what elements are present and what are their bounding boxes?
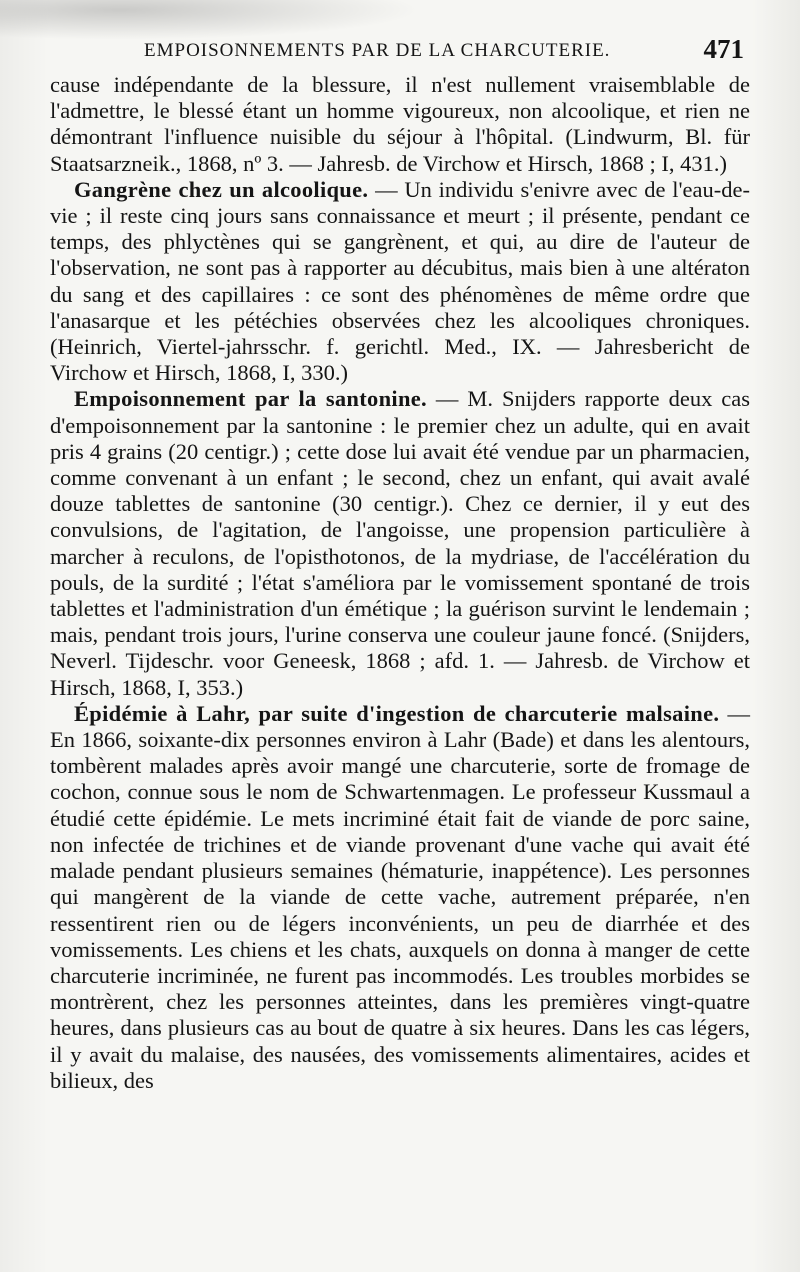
running-title: EMPOISONNEMENTS PAR DE LA CHARCUTERIE.	[144, 40, 611, 61]
section-heading: Gangrène chez un alcoolique.	[74, 176, 369, 202]
page-number: 471	[703, 34, 744, 64]
paragraph-gangrene	[50, 177, 750, 387]
section-heading: Empoisonnement par la santonine.	[74, 386, 427, 412]
paragraph-text: — Un individu s'enivre avec de l'eau-de-vie ; il reste cinq jours sans connaissance et meurt ; il présente, pendant ce temps, des phlyctènes qui se gangrènent, et qui, au dire de l'auteur de l'observation, ne sont pas à rapporter au décubitus, mais bien à une altératon du sang et des capillaires : ce sont des phénomènes de même ordre que l'anasarque et les pétéchies observées chez les alcooliques chroniques. (Heinrich, Viertel-jahrsschr. f. gerichtl. Med., IX. — Jahresbericht de Virchow et Hirsch, 1868, I, 330.)	[50, 176, 750, 386]
paragraph-santonine	[50, 386, 750, 700]
paragraph-lahr	[50, 701, 750, 1094]
paragraph-text: — M. Snijders rapporte deux cas d'empoisonnement par la santonine : le premier chez un adulte, qui en avait pris 4 grains (20 centigr.) ; cette dose lui avait été vendue par un pharmacien, comme convenant à un enfant ; le second, chez un enfant, qui avait avalé douze tablettes de santonine (30 centigr.). Chez ce dernier, il y eut des convulsions, de l'agitation, de l'angoisse, une propension particulière à marcher à reculons, de l'opisthotonos, de la mydriase, de l'accélération du pouls, de la surdité ; l'état s'améliora par le vomissement spontané de trois tablettes et l'administration d'un émétique ; la guérison survint le lendemain ; mais, pendant trois jours, l'urine conserva une couleur jaune foncé. (Snijders, Neverl. Tijdeschr. voor Geneesk, 1868 ; afd. 1. — Jahresb. de Virchow et Hirsch, 1868, I, 353.)	[50, 386, 751, 700]
page-header	[52, 34, 744, 68]
paragraph-text: cause indépendante de la blessure, il n'est nullement vraisemblable de l'admettre, le blessé étant un homme vigoureux, non alcoolique, et rien ne démontrant l'influence nuisible du séjour à l'hôpital. (Lindwurm, Bl. für Staatsarzneik., 1868, nº 3. — Jahresb. de Virchow et Hirsch, 1868 ; I, 431.)	[50, 72, 750, 176]
paragraph-text: — En 1866, soixante-dix personnes environ à Lahr (Bade) et dans les alentours, tombèrent malades après avoir mangé une charcuterie, sorte de fromage de cochon, connue sous le nom de Schwartenmagen. Le professeur Kussmaul a étudié cette épidémie. Le mets incriminé était fait de viande de porc saine, non infectée de trichines et de viande provenant d'une vache qui avait été malade pendant plusieurs semaines (hématurie, inappétence). Les personnes qui mangèrent de la viande de cette vache, autrement préparée, n'en ressentirent rien ou de légers inconvénients, un peu de diarrhée et des vomissements. Les chiens et les chats, auxquels on donna à manger de cette charcuterie incriminée, ne furent pas incommodés. Les troubles morbides se montrèrent, chez les personnes atteintes, dans les premières vingt-quatre heures, dans plusieurs cas au bout de quatre à six heures. Dans les cas légers, il y avait du malaise, des nausées, des vomissements alimentaires, acides et bilieux, des	[50, 700, 750, 1093]
section-heading: Épidémie à Lahr, par suite d'ingestion de charcuterie malsaine.	[74, 700, 720, 726]
paragraph-continuation	[50, 72, 750, 177]
body-text	[50, 72, 750, 1094]
